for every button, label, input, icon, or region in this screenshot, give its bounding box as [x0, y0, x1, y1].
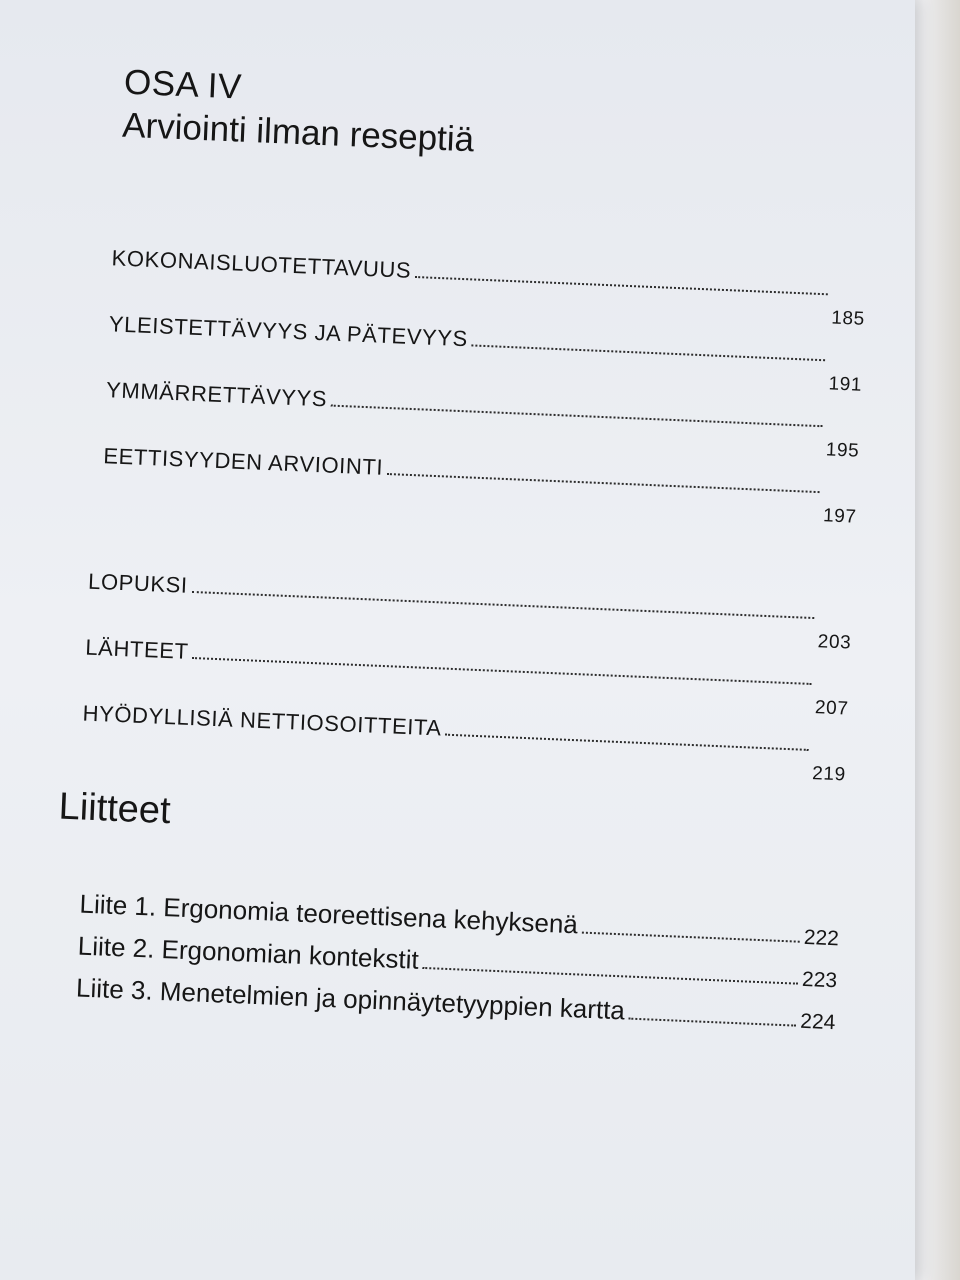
- toc-entry-page: 207: [814, 697, 849, 720]
- toc-entry-page: 197: [822, 505, 857, 528]
- appendix-entry-page: 222: [803, 925, 840, 951]
- toc-entry-page: 185: [830, 307, 866, 330]
- appendix-heading: Liitteet: [57, 785, 172, 833]
- toc-entry-page: 191: [828, 373, 863, 396]
- toc-entry-label: LÄHTEET: [84, 634, 190, 664]
- toc-entry-label: HYÖDYLLISIÄ NETTIOSOITTEITA: [82, 700, 443, 741]
- toc-group-main: [102, 205, 868, 528]
- toc-entry-label: LOPUKSI: [87, 568, 189, 598]
- toc-group-end: [82, 529, 855, 786]
- toc-entry-label: EETTISYYDEN ARVIOINTI: [102, 443, 384, 480]
- appendix-entry-label: Liite 2. Ergonomian kontekstit: [77, 930, 420, 975]
- dot-leader: [445, 734, 809, 751]
- appendix-entry-page: 224: [799, 1009, 836, 1035]
- appendix-entry-label: Liite 1. Ergonomia teoreettisena kehyksenä: [79, 888, 579, 940]
- section-part-label: OSA IV: [123, 62, 243, 107]
- toc-entry-label: KOKONAISLUOTETTAVUUS: [111, 245, 412, 283]
- toc-entry-page: 195: [825, 439, 860, 462]
- dot-leader: [629, 1018, 797, 1027]
- toc-entry-label: YMMÄRRETTÄVYYS: [105, 377, 328, 412]
- appendix-entry-page: 223: [801, 967, 838, 993]
- section-title: Arviointi ilman reseptiä: [121, 105, 475, 160]
- toc-entry-page: 219: [811, 763, 847, 786]
- appendix-entry-label: Liite 3. Menetelmien ja opinnäytetyyppien kartta: [75, 972, 626, 1026]
- toc-entry-label: YLEISTETTÄVYYS JA PÄTEVYYS: [108, 311, 469, 352]
- toc-content: [46, 60, 875, 1035]
- toc-entry-page: 203: [817, 631, 852, 654]
- appendix-list: [75, 878, 840, 1036]
- dot-leader: [387, 473, 820, 493]
